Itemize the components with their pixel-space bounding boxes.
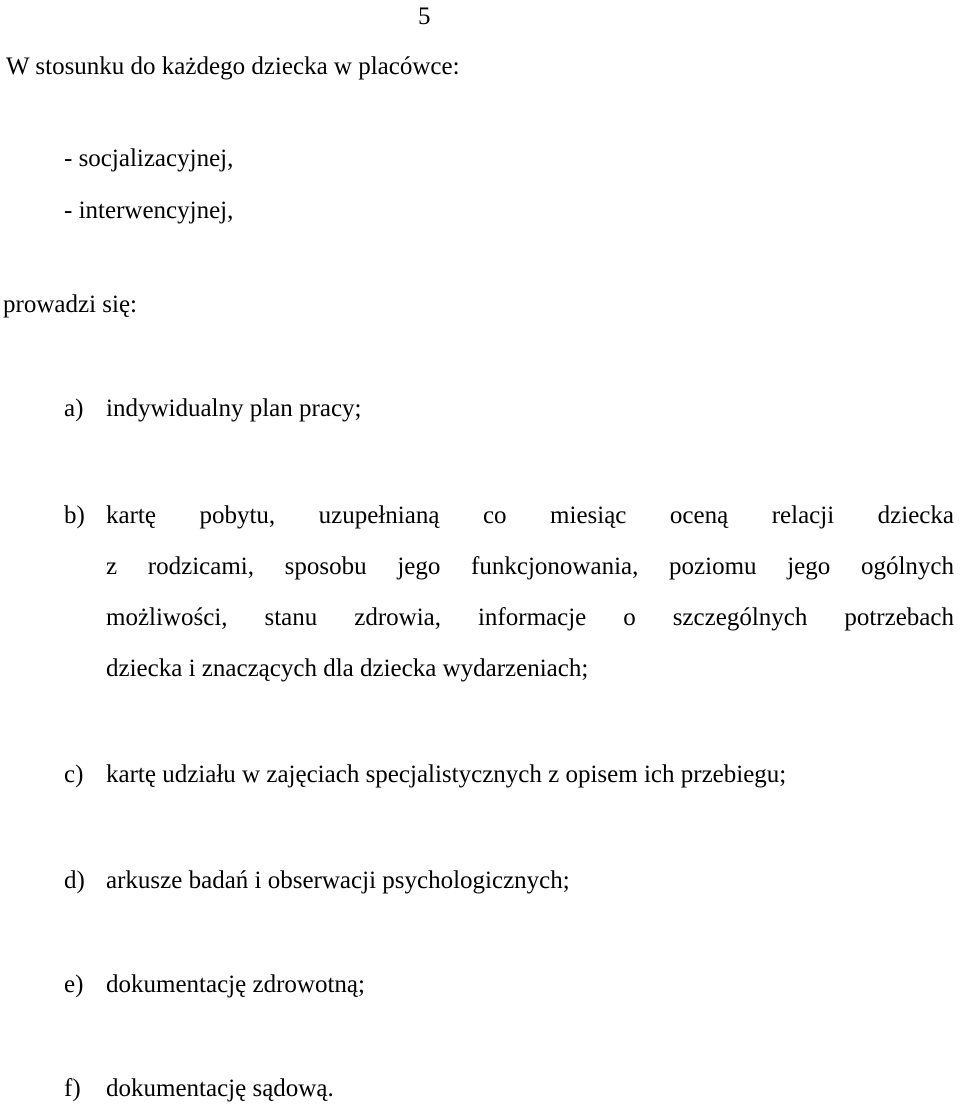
list-marker: c) — [64, 761, 84, 788]
list-item-text: dokumentację zdrowotną; — [106, 971, 365, 998]
lead-sentence: prowadzi się: — [3, 291, 137, 318]
paragraph-line: kartę pobytu, uzupełnianą co miesiąc oceną relacji dziecka — [106, 502, 954, 529]
list-marker: f) — [64, 1075, 81, 1102]
list-item-text: arkusze badań i obserwacji psychologicznych; — [106, 867, 570, 894]
list-item-text: kartę udziału w zajęciach specjalistycznych z opisem ich przebiegu; — [106, 761, 787, 788]
paragraph-line: dziecka i znaczących dla dziecka wydarzeniach; — [106, 655, 589, 682]
list-item-text: dokumentację sądową. — [106, 1075, 334, 1102]
page-number: 5 — [418, 3, 431, 30]
list-marker: d) — [64, 867, 85, 894]
dash-item-interwencyjnej: - interwencyjnej, — [64, 197, 234, 224]
list-marker: b) — [64, 502, 85, 529]
list-marker: a) — [64, 395, 84, 422]
paragraph-line: możliwości, stanu zdrowia, informacje o szczególnych potrzebach — [106, 604, 954, 631]
list-item-text: indywidualny plan pracy; — [106, 395, 362, 422]
intro-sentence: W stosunku do każdego dziecka w placówce: — [6, 53, 460, 80]
dash-item-socjalizacyjnej: - socjalizacyjnej, — [64, 145, 234, 172]
paragraph-line: z rodzicami, sposobu jego funkcjonowania, poziomu jego ogólnych — [106, 553, 954, 580]
list-item-paragraph — [106, 503, 954, 681]
list-marker: e) — [64, 971, 84, 998]
